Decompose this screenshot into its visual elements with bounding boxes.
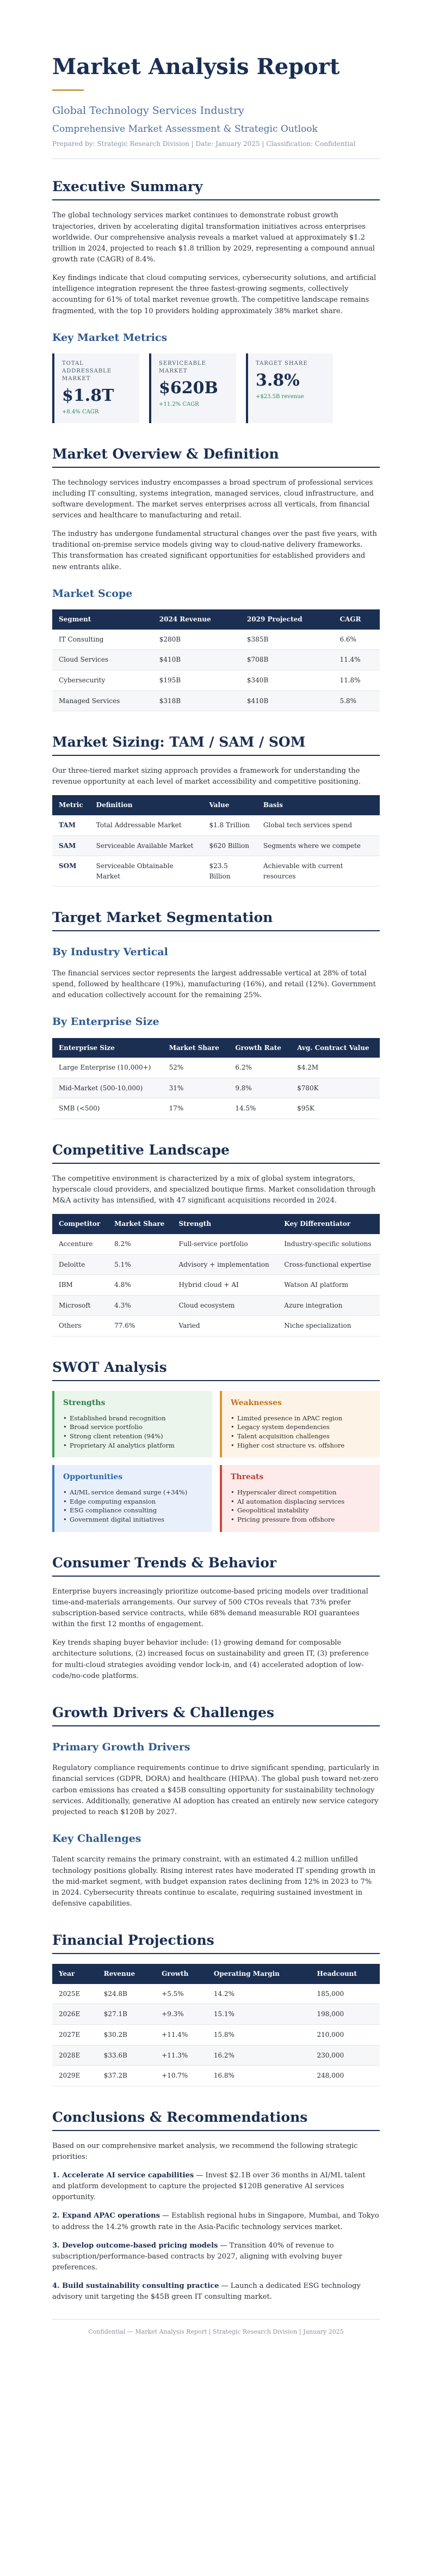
table-cell: 14.2% [207, 1984, 311, 2004]
table-cell: 14.5% [229, 1098, 291, 1119]
column-header: Value [202, 795, 256, 815]
table-row [52, 2045, 380, 2066]
drivers-paragraph: Regulatory compliance requirements continue to drive significant spending, particularly in financial services (GDPR, DORA) and healthcare (HIPAA). The global push toward net-zero carbon emissions has created a $45B consulting opportunity for sustainability technology services. Additionally, generative AI adoption has created an entirely new service category projected to reach $120B by 2027. [52, 1764, 379, 1816]
column-header: 2029 Projected [240, 609, 334, 630]
recommendation-text: — Launch a dedicated ESG technology advisory unit targeting the $45B green IT consulting market. [52, 2282, 361, 2302]
list-item: • Legacy system dependencies [231, 1423, 371, 1432]
column-header: Definition [90, 795, 203, 815]
kpi-card-tam [52, 353, 139, 423]
enterprise-size-heading: By Enterprise Size [52, 1016, 159, 1028]
recommendation-item [52, 2241, 380, 2273]
column-header: Strength [172, 1214, 278, 1234]
list-item: • Proprietary AI analytics platform [63, 1441, 203, 1450]
recommendation-item [52, 2211, 380, 2232]
table-cell: Full-service portfolio [172, 1234, 278, 1254]
projections-table [52, 1964, 380, 2086]
table-row [52, 630, 380, 650]
table-cell: SMB (<500) [52, 1098, 163, 1119]
table-row [52, 1254, 380, 1275]
column-header: Year [52, 1964, 97, 1984]
table-cell: SOM [52, 856, 90, 887]
vertical-paragraph: The financial services sector represents the largest addressable vertical at 28% of total spend, followed by healthcare (19%), manufacturing (16%), and retail (12%). Government and education collectively account for the remaining 25%. [52, 969, 376, 1000]
table-cell: 210,000 [311, 2024, 380, 2045]
key-metrics-heading: Key Market Metrics [52, 331, 168, 344]
kpi-card-sam [149, 353, 236, 423]
kpi-label: TARGET SHARE [256, 361, 308, 367]
table-cell: Cross-functional expertise [277, 1254, 380, 1275]
list-item: • Higher cost structure vs. offshore [231, 1441, 371, 1450]
table-header-row [52, 795, 380, 815]
competitor-table [52, 1214, 380, 1336]
industry-vertical-heading: By Industry Vertical [52, 946, 168, 959]
recommendation-text: — Invest $2.1B over 36 months in AI/ML talent and platform development to capture the projected $120B generative AI services opportunity. [52, 2171, 366, 2202]
table-cell: 2027E [52, 2024, 97, 2045]
list-item: • Pricing pressure from offshore [231, 1515, 371, 1524]
table-cell: Deloitte [52, 1254, 108, 1275]
table-cell: 2028E [52, 2045, 97, 2066]
table-cell: Managed Services [52, 691, 153, 711]
table-cell: $410B [240, 691, 334, 711]
market-sizing-heading: Market Sizing: TAM / SAM / SOM [52, 734, 380, 756]
table-cell: IBM [52, 1275, 108, 1296]
table-cell: 2025E [52, 1984, 97, 2004]
recommendation-text: — Transition 40% of revenue to subscription/performance-based contracts by 2027, aligning with evolving buyer preferences. [52, 2241, 342, 2272]
table-cell: Cloud Services [52, 650, 153, 670]
swot-box-title: Threats [231, 1473, 264, 1482]
table-cell: $708B [240, 650, 334, 670]
market-overview-heading: Market Overview & Definition [52, 446, 380, 468]
table-cell: $23.5 Billion [202, 856, 256, 887]
conclusions-heading: Conclusions & Recommendations [52, 2109, 380, 2131]
consumer-paragraph: Key trends shaping buyer behavior include: (1) growing demand for composable architecture solutions, (2) increased focus on sustainability and green IT, (3) preference for multi-cloud strategies avoiding vendor lock-in, and (4) accelerated adoption of low-code/no-code platforms. [52, 1639, 369, 1680]
column-header: Competitor [52, 1214, 108, 1234]
table-cell: +11.4% [155, 2024, 207, 2045]
table-cell: +5.5% [155, 1984, 207, 2004]
report-subsubtitle: Comprehensive Market Assessment & Strategic Outlook [52, 124, 318, 135]
column-header: 2024 Revenue [153, 609, 240, 630]
table-cell: Mid-Market (500-10,000) [52, 1078, 163, 1098]
table-cell: 16.8% [207, 2066, 311, 2086]
table-cell: $620 Billion [202, 835, 256, 856]
table-cell: 2029E [52, 2066, 97, 2086]
conclusions-intro: Based on our comprehensive market analysis, we recommend the following strategic priorities: [52, 2141, 358, 2161]
column-header: Enterprise Size [52, 1038, 163, 1058]
table-row [52, 691, 380, 711]
list-item: • Established brand recognition [63, 1414, 203, 1423]
competitive-paragraph: The competitive environment is characterized by a mix of global system integrators, hyperscale cloud providers, and specialized boutique firms. Market consolidation through M&A activity has intensified, with 47 significant acquisitions recorded in 2024. [52, 1175, 376, 1205]
table-header-row [52, 609, 380, 630]
table-cell: Microsoft [52, 1295, 108, 1316]
growth-drivers-heading: Growth Drivers & Challenges [52, 1705, 380, 1726]
table-cell: Total Addressable Market [90, 815, 203, 835]
column-header: Avg. Contract Value [291, 1038, 380, 1058]
column-header: Operating Margin [207, 1964, 311, 1984]
table-cell: 198,000 [311, 2004, 380, 2025]
table-row [52, 1984, 380, 2004]
kpi-change: +11.2% CAGR [159, 401, 199, 408]
column-header: Segment [52, 609, 153, 630]
table-cell: 16.2% [207, 2045, 311, 2066]
table-cell: $4.2M [291, 1058, 380, 1078]
challenges-paragraph: Talent scarcity remains the primary constraint, with an estimated 4.2 million unfilled technology positions globally. Rising interest rates have moderated IT spending growth in the mid-market segment, with budget expansion rates declining from 12% in 2023 to 7% in 2024. Cybersecurity threats continue to escalate, requiring sustained investment in defensive capabilities. [52, 1855, 376, 1908]
table-row [52, 1058, 380, 1078]
table-cell: 15.8% [207, 2024, 311, 2045]
column-header: Market Share [108, 1214, 172, 1234]
financial-projections-heading: Financial Projections [52, 1932, 380, 1954]
column-header: CAGR [333, 609, 380, 630]
table-row [52, 670, 380, 691]
list-item: • Broad service portfolio [63, 1423, 203, 1432]
table-cell: 11.8% [333, 670, 380, 691]
table-cell: 52% [163, 1058, 229, 1078]
table-cell: 4.8% [108, 1275, 172, 1296]
swot-heading: SWOT Analysis [52, 1359, 380, 1381]
table-cell: $280B [153, 630, 240, 650]
table-cell: SAM [52, 835, 90, 856]
table-cell: Azure integration [277, 1295, 380, 1316]
table-cell: Industry-specific solutions [277, 1234, 380, 1254]
list-item: • Limited presence in APAC region [231, 1414, 371, 1423]
primary-drivers-heading: Primary Growth Drivers [52, 1741, 190, 1753]
segmentation-heading: Target Market Segmentation [52, 909, 380, 931]
column-header: Growth Rate [229, 1038, 291, 1058]
table-cell: $1.8 Trillion [202, 815, 256, 835]
recommendation-lead: 1. Accelerate AI service capabilities [52, 2171, 194, 2180]
overview-paragraph: The industry has undergone fundamental structural changes over the past five years, with traditional on-premise service models giving way to cloud-native delivery frameworks. This transformation has created significant opportunities for established providers and new entrants alike. [52, 530, 377, 571]
table-cell: Cybersecurity [52, 670, 153, 691]
table-row [52, 1275, 380, 1296]
table-row [52, 2004, 380, 2025]
swot-threats [220, 1465, 380, 1531]
table-cell: $318B [153, 691, 240, 711]
table-cell: 15.1% [207, 2004, 311, 2025]
executive-summary-heading: Executive Summary [52, 179, 380, 200]
list-item: • AI automation displacing services [231, 1497, 371, 1506]
table-cell: +9.3% [155, 2004, 207, 2025]
column-header: Headcount [311, 1964, 380, 1984]
recommendation-text: — Establish regional hubs in Singapore, Mumbai, and Tokyo to address the 14.2% growth rate in the Asia-Pacific technology services market. [52, 2212, 379, 2231]
table-row [52, 1234, 380, 1254]
table-cell: $27.1B [97, 2004, 155, 2025]
table-cell: Cloud ecosystem [172, 1295, 278, 1316]
table-cell: $780K [291, 1078, 380, 1098]
kpi-value: $620B [159, 379, 218, 398]
table-cell: $33.6B [97, 2045, 155, 2066]
table-row [52, 1078, 380, 1098]
table-cell: Varied [172, 1316, 278, 1336]
table-cell: TAM [52, 815, 90, 835]
swot-grid [52, 1391, 380, 1532]
table-cell: 2026E [52, 2004, 97, 2025]
recommendation-item [52, 2170, 380, 2203]
title-accent-rule [52, 89, 84, 91]
column-header: Market Share [163, 1038, 229, 1058]
table-cell: 17% [163, 1098, 229, 1119]
recommendation-lead: 4. Build sustainability consulting practice [52, 2282, 219, 2291]
table-cell: $340B [240, 670, 334, 691]
table-cell: $37.2B [97, 2066, 155, 2086]
table-cell: 11.4% [333, 650, 380, 670]
table-cell: $195B [153, 670, 240, 691]
recommendation-lead: 3. Develop outcome-based pricing models [52, 2241, 218, 2250]
report-title: Market Analysis Report [52, 54, 340, 80]
table-row [52, 1316, 380, 1336]
market-scope-heading: Market Scope [52, 587, 133, 600]
list-item: • Hyperscaler direct competition [231, 1488, 371, 1497]
table-cell: +11.3% [155, 2045, 207, 2066]
kpi-value: 3.8% [256, 371, 300, 390]
kpi-value: $1.8T [62, 386, 114, 406]
kpi-label: SERVICEABLE MARKET [159, 361, 206, 375]
column-header: Growth [155, 1964, 207, 1984]
table-cell: 6.2% [229, 1058, 291, 1078]
market-sizing-table [52, 795, 380, 887]
market-scope-table [52, 609, 380, 711]
column-header: Metric [52, 795, 90, 815]
report-meta: Prepared by: Strategic Research Division | Date: January 2025 | Classification: Confidential [52, 139, 380, 160]
table-cell: Hybrid cloud + AI [172, 1275, 278, 1296]
swot-box-title: Strengths [63, 1399, 106, 1408]
table-cell: Advisory + implementation [172, 1254, 278, 1275]
enterprise-size-table [52, 1038, 380, 1119]
table-row [52, 1295, 380, 1316]
recommendation-item [52, 2281, 380, 2303]
table-cell: $410B [153, 650, 240, 670]
table-cell: 230,000 [311, 2045, 380, 2066]
table-cell: Serviceable Available Market [90, 835, 203, 856]
list-item: • Talent acquisition challenges [231, 1432, 371, 1441]
table-row [52, 856, 380, 887]
table-cell: 5.1% [108, 1254, 172, 1275]
list-item: • Government digital initiatives [63, 1515, 203, 1524]
swot-box-title: Opportunities [63, 1473, 123, 1482]
table-cell: Achievable with current resources [257, 856, 380, 887]
executive-summary-paragraph: The global technology services market continues to demonstrate robust growth trajectories, driven by accelerating digital transformation initiatives across enterprises worldwide. Our comprehensive analysis reveals a market valued at approximately $1.2 trillion in 2024, projected to reach $1.8 trillion by 2029, representing a compound annual growth rate (CAGR) of 8.4%. [52, 211, 375, 264]
overview-paragraph: The technology services industry encompasses a broad spectrum of professional services including IT consulting, systems integration, managed services, cloud infrastructure, and software development. The market serves enterprises across all verticals, from financial services and healthcare to manufacturing and retail. [52, 478, 374, 520]
table-cell: Niche specialization [277, 1316, 380, 1336]
kpi-cards [52, 353, 380, 423]
column-header: Basis [257, 795, 380, 815]
column-header: Key Differentiator [277, 1214, 380, 1234]
table-cell: 5.8% [333, 691, 380, 711]
table-cell: Accenture [52, 1234, 108, 1254]
table-cell: +10.7% [155, 2066, 207, 2086]
table-cell: 9.8% [229, 1078, 291, 1098]
table-cell: Serviceable Obtainable Market [90, 856, 203, 887]
report-subtitle: Global Technology Services Industry [52, 105, 244, 117]
swot-strengths [52, 1391, 212, 1457]
table-cell: 4.3% [108, 1295, 172, 1316]
list-item: • AI/ML service demand surge (+34%) [63, 1488, 203, 1497]
table-row [52, 2066, 380, 2086]
table-row [52, 2024, 380, 2045]
table-cell: 185,000 [311, 1984, 380, 2004]
page-footer: Confidential — Market Analysis Report | Strategic Research Division | January 2025 [52, 2319, 380, 2336]
competitive-landscape-heading: Competitive Landscape [52, 1142, 380, 1164]
sizing-paragraph: Our three-tiered market sizing approach provides a framework for understanding the revenue opportunity at each level of market accessibility and competitive positioning. [52, 767, 361, 786]
list-item: • Edge computing expansion [63, 1497, 203, 1506]
swot-weaknesses [220, 1391, 380, 1457]
table-cell: Segments where we compete [257, 835, 380, 856]
table-cell: 6.6% [333, 630, 380, 650]
table-cell: $95K [291, 1098, 380, 1119]
kpi-change: +8.4% CAGR [62, 409, 99, 416]
table-cell: 248,000 [311, 2066, 380, 2086]
swot-box-title: Weaknesses [231, 1399, 282, 1408]
table-cell: IT Consulting [52, 630, 153, 650]
column-header: Revenue [97, 1964, 155, 1984]
swot-opportunities [52, 1465, 212, 1531]
table-header-row [52, 1214, 380, 1234]
table-cell: Others [52, 1316, 108, 1336]
table-cell: Large Enterprise (10,000+) [52, 1058, 163, 1078]
key-challenges-heading: Key Challenges [52, 1833, 141, 1845]
table-row [52, 650, 380, 670]
table-row [52, 835, 380, 856]
table-cell: $385B [240, 630, 334, 650]
table-cell: Watson AI platform [277, 1275, 380, 1296]
consumer-trends-heading: Consumer Trends & Behavior [52, 1555, 380, 1577]
table-header-row [52, 1038, 380, 1058]
table-cell: 31% [163, 1078, 229, 1098]
kpi-change: +$23.5B revenue [256, 394, 304, 400]
table-cell: Global tech services spend [257, 815, 380, 835]
list-item: • Strong client retention (94%) [63, 1432, 203, 1441]
consumer-paragraph: Enterprise buyers increasingly prioritize outcome-based pricing models over traditional time-and-materials arrangements. Our survey of 500 CTOs reveals that 73% prefer subscription-based service contracts, while 68% demand measurable ROI guarantees within the first 12 months of engagement. [52, 1587, 368, 1629]
table-cell: $24.8B [97, 1984, 155, 2004]
list-item: • Geopolitical instability [231, 1506, 371, 1515]
table-header-row [52, 1964, 380, 1984]
table-row [52, 815, 380, 835]
list-item: • ESG compliance consulting [63, 1506, 203, 1515]
table-cell: $30.2B [97, 2024, 155, 2045]
table-row [52, 1098, 380, 1119]
table-cell: 77.6% [108, 1316, 172, 1336]
kpi-card-target-share [246, 353, 333, 423]
recommendation-lead: 2. Expand APAC operations [52, 2212, 160, 2220]
executive-summary-paragraph: Key findings indicate that cloud computing services, cybersecurity solutions, and artificial intelligence integration represent the three fastest-growing segments, collectively accounting for 61% of total market revenue growth. The competitive landscape remains fragmented, with the top 10 providers holding approximately 38% market share. [52, 274, 377, 315]
kpi-label: TOTAL ADDRESSABLE MARKET [62, 361, 112, 382]
table-cell: 8.2% [108, 1234, 172, 1254]
